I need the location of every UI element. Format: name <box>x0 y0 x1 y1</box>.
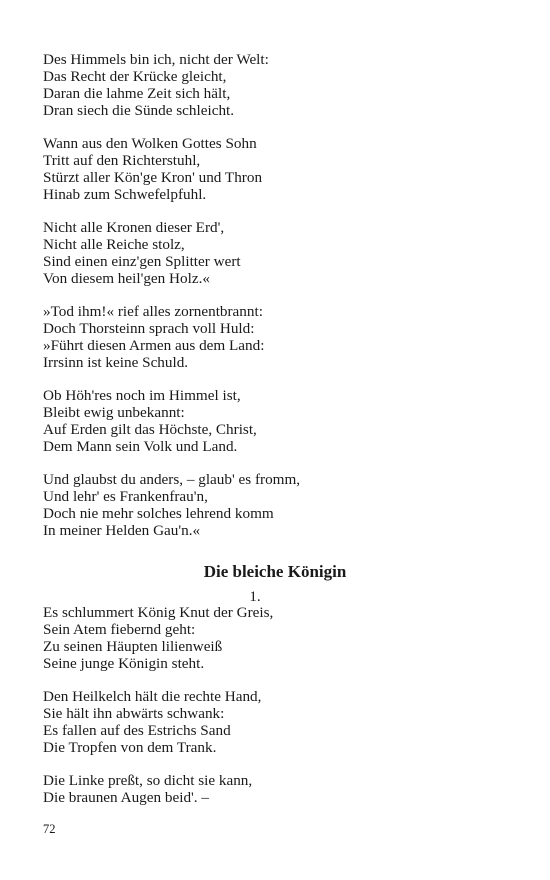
verse-line: Auf Erden gilt das Höchste, Christ, <box>43 421 257 438</box>
verse-line: Wann aus den Wolken Gottes Sohn <box>43 135 257 152</box>
page-number: 72 <box>43 822 56 836</box>
verse-line: Sind einen einz'gen Splitter wert <box>43 253 241 270</box>
verse-line: Und glaubst du anders, – glaub' es fromm, <box>43 471 301 488</box>
stanza <box>43 604 483 672</box>
verse-line: Doch nie mehr solches lehrend komm <box>43 505 274 522</box>
verse-line: Seine junge Königin steht. <box>43 655 205 672</box>
verse-line: Das Recht der Krücke gleicht, <box>43 68 227 85</box>
verse-line: Dran siech die Sünde schleicht. <box>43 102 235 119</box>
verse-line: Daran die lahme Zeit sich hält, <box>43 85 231 102</box>
stanza <box>43 688 483 756</box>
verse-line: Ob Höh'res noch im Himmel ist, <box>43 387 241 404</box>
verse-line: Die Linke preßt, so dicht sie kann, <box>43 772 253 789</box>
stanza <box>43 772 483 806</box>
verse-line: Die braunen Augen beid'. – <box>43 789 209 806</box>
stanza <box>43 471 483 539</box>
verse-line: In meiner Helden Gau'n.« <box>43 522 201 539</box>
verse-line: Nicht alle Reiche stolz, <box>43 236 185 253</box>
verse-line: Zu seinen Häupten lilienweiß <box>43 638 223 655</box>
verse-line: Von diesem heil'gen Holz.« <box>43 270 210 287</box>
verse-line: Nicht alle Kronen dieser Erd', <box>43 219 225 236</box>
poem-title: Die bleiche Königin <box>203 562 347 581</box>
verse-line: Bleibt ewig unbekannt: <box>43 404 185 421</box>
verse-line: Dem Mann sein Volk und Land. <box>43 438 238 455</box>
verse-line: Sie hält ihn abwärts schwank: <box>43 705 225 722</box>
verse-line: Des Himmels bin ich, nicht der Welt: <box>43 51 269 68</box>
verse-line: Den Heilkelch hält die rechte Hand, <box>43 688 262 705</box>
verse-line: Stürzt aller Kön'ge Kron' und Thron <box>43 169 263 186</box>
verse-line: Sein Atem fiebernd geht: <box>43 621 196 638</box>
verse-line: Tritt auf den Richterstuhl, <box>43 152 201 169</box>
stanza <box>43 51 483 119</box>
stanza <box>43 387 483 455</box>
stanza <box>43 303 483 371</box>
verse-line: Irrsinn ist keine Schuld. <box>43 354 189 371</box>
verse-line: »Tod ihm!« rief alles zornentbrannt: <box>43 303 263 320</box>
verse-line: »Führt diesen Armen aus dem Land: <box>43 337 265 354</box>
stanza <box>43 135 483 203</box>
verse-line: Es fallen auf des Estrichs Sand <box>43 722 231 739</box>
verse-line: Die Tropfen von dem Trank. <box>43 739 217 756</box>
stanza <box>43 219 483 287</box>
verse-line: Und lehr' es Frankenfrau'n, <box>43 488 208 505</box>
section-number: 1. <box>249 589 261 605</box>
verse-line: Doch Thorsteinn sprach voll Huld: <box>43 320 255 337</box>
verse-line: Hinab zum Schwefelpfuhl. <box>43 186 207 203</box>
verse-line: Es schlummert König Knut der Greis, <box>43 604 274 621</box>
